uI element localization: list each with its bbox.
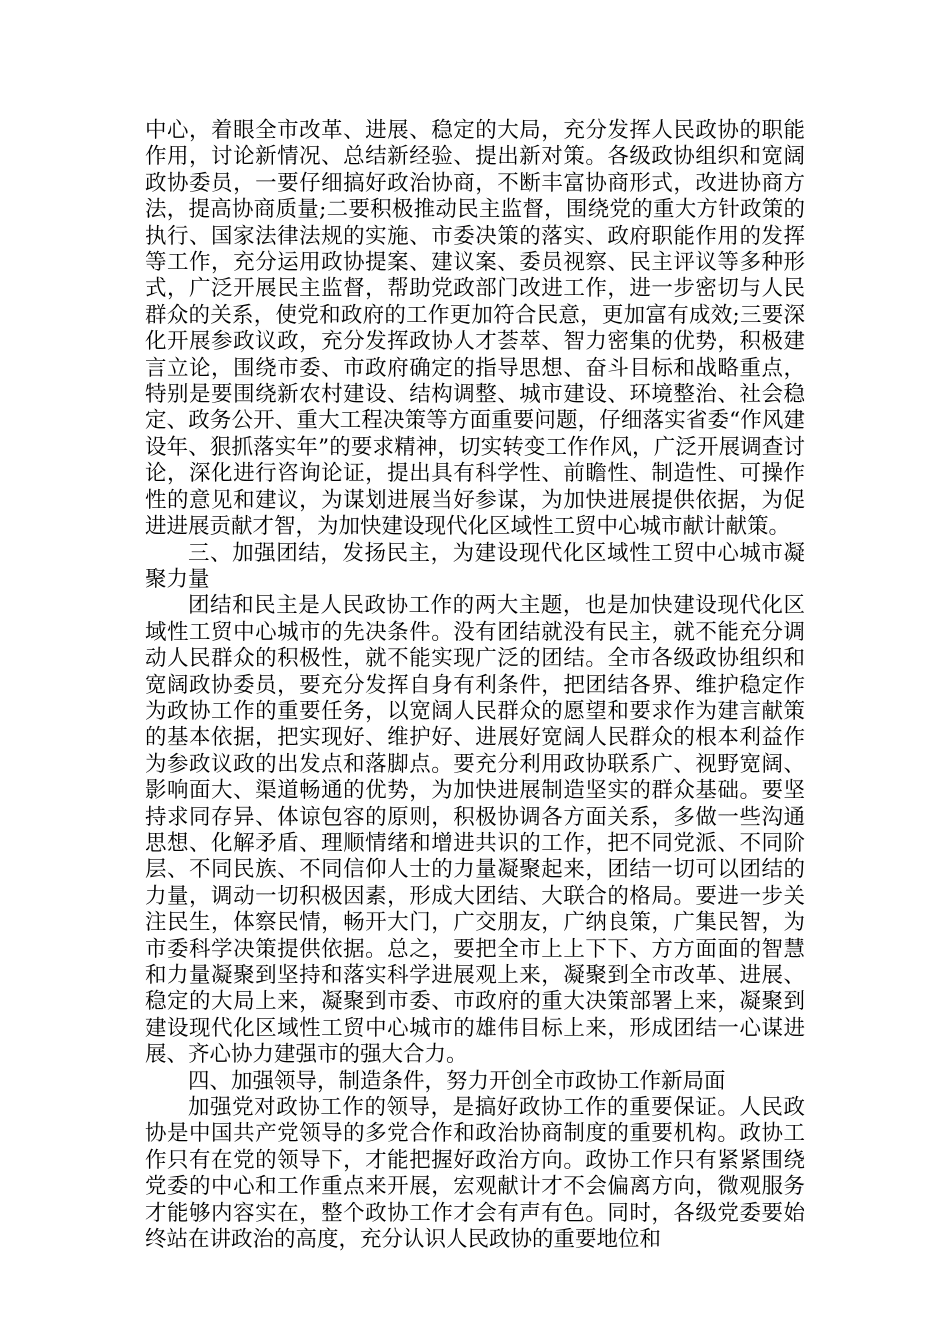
body-paragraph-1: 中心，着眼全市改革、进展、稳定的大局，充分发挥人民政协的职能作用，讨论新情况、总结新经验、提出新对策。各级政协组织和宽阔政协委员，一要仔细搞好政治协商，不断丰富协商形式，改进协商方法，提高协商质量;二要积极推动民主监督，围绕党的重大方针政策的执行、国家法律法规的实施、市委决策的落实、政府职能作用的发挥等工作，充分运用政协提案、建议案、委员视察、民主评议等多种形式，广泛开展民主监督，帮助党政部门改进工作，进一步密切与人民群众的关系，使党和政府的工作更加符合民意，更加富有成效;三要深化开展参政议政，充分发挥政协人才荟萃、智力密集的优势，积极建言立论，围绕市委、市政府确定的指导思想、奋斗目标和战略重点，特别是要围绕新农村建设、结构调整、城市建设、环境整治、社会稳定、政务公开、重大工程决策等方面重要问题，仔细落实省委“作风建设年、狠抓落实年”的要求精神，切实转变工作作风，广泛开展调查讨论，深化进行咨询论证，提出具有科学性、前瞻性、制造性、可操作性的意见和建议，为谋划进展当好参谋，为加快进展提供依据，为促进进展贡献才智，为加快建设现代化区域性工贸中心城市献计献策。 [145, 118, 805, 540]
section-heading-3: 三、加强团结，发扬民主，为建设现代化区域性工贸中心城市凝聚力量 [145, 540, 805, 592]
document-page [145, 118, 805, 1253]
section-heading-4: 四、加强领导，制造条件，努力开创全市政协工作新局面 [188, 1068, 726, 1094]
body-paragraph-2: 团结和民主是人民政协工作的两大主题，也是加快建设现代化区域性工贸中心城市的先决条件。没有团结就没有民主，就不能充分调动人民群众的积极性，就不能实现广泛的团结。全市各级政协组织和宽阔政协委员，要充分发挥自身有利条件，把团结各界、维护稳定作为政协工作的重要任务，以宽阔人民群众的愿望和要求作为建言献策的基本依据，把实现好、维护好、进展好宽阔人民群众的根本利益作为参政议政的出发点和落脚点。要充分利用政协联系广、视野宽阔、影响面大、渠道畅通的优势，为加快进展制造坚实的群众基础。要坚持求同存异、体谅包容的原则，积极协调各方面关系，多做一些沟通思想、化解矛盾、理顺情绪和增进共识的工作，把不同党派、不同阶层、不同民族、不同信仰人士的力量凝聚起来，团结一切可以团结的力量，调动一切积极因素，形成大团结、大联合的格局。要进一步关注民生，体察民情，畅开大门，广交朋友，广纳良策，广集民智，为市委科学决策提供依据。总之，要把全市上上下下、方方面面的智慧和力量凝聚到坚持和落实科学进展观上来，凝聚到全市改革、进展、稳定的大局上来，凝聚到市委、市政府的重大决策部署上来，凝聚到建设现代化区域性工贸中心城市的雄伟目标上来，形成团结一心谋进展、齐心协力建强市的强大合力。 [145, 593, 805, 1068]
body-paragraph-3: 加强党对政协工作的领导，是搞好政协工作的重要保证。人民政协是中国共产党领导的多党合作和政治协商制度的重要机构。政协工作只有在党的领导下，才能把握好政治方向。政协工作只有紧紧围绕党委的中心和工作重点来开展，宏观献计才不会偏离方向，微观服务才能够内容实在，整个政协工作才会有声有色。同时，各级党委要始终站在讲政治的高度，充分认识人民政协的重要地位和 [145, 1095, 805, 1253]
